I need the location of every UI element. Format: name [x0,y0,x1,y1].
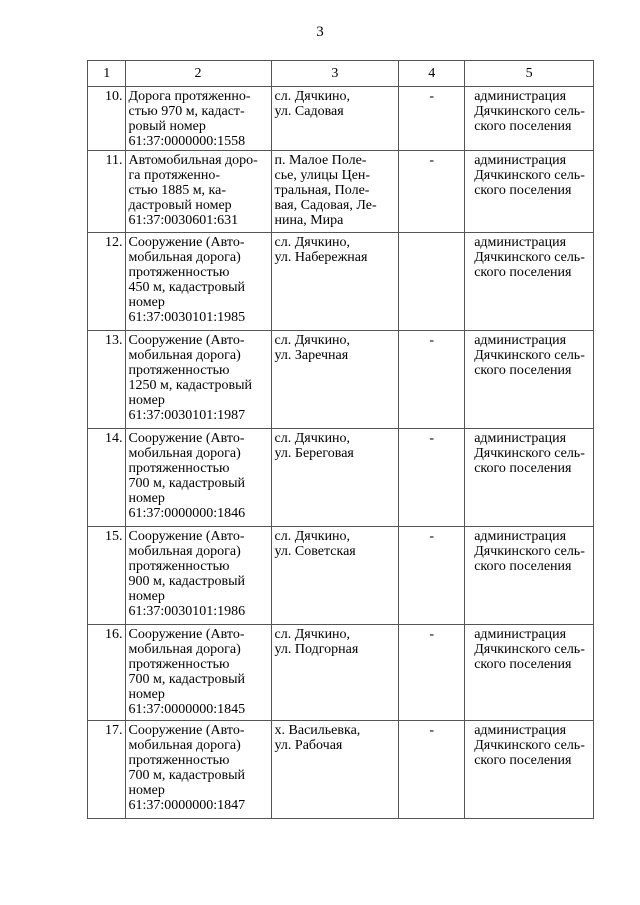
object-description: Дорога протяженно- стью 970 м, кадаст- ровый номер 61:37:0000000:1558 [128,89,251,149]
object-description: Сооружение (Авто- мобильная дорога) протяженностью 700 м, кадастровый номер 61:37:0000000:1846 [128,431,246,521]
object-owner: администрация Дячкинского сель- ского поселения [474,235,585,280]
table-row [88,151,594,233]
table-row [88,625,594,721]
row-number: 16. [88,625,126,721]
table-row [88,331,594,429]
header-col-5: 5 [465,61,594,87]
object-location: сл. Дячкино, ул. Подгорная [274,627,359,657]
table-row [88,87,594,151]
object-owner: администрация Дячкинского сель- ского поселения [474,627,585,672]
object-owner: администрация Дячкинского сель- ского поселения [474,529,585,574]
property-table [87,60,594,819]
header-col-3: 3 [271,61,399,87]
col4-value: - [399,429,465,527]
row-number: 17. [88,721,126,819]
table-row [88,233,594,331]
col4-value: - [399,87,465,151]
object-location: п. Малое Поле- сье, улицы Цен- тральная, Поле- вая, Садовая, Ле- нина, Мира [274,153,377,228]
row-number: 15. [88,527,126,625]
row-number: 14. [88,429,126,527]
col4-value [399,233,465,331]
object-description: Сооружение (Авто- мобильная дорога) протяженностью 900 м, кадастровый номер 61:37:0030101:1986 [128,529,246,619]
object-description: Сооружение (Авто- мобильная дорога) протяженностью 700 м, кадастровый номер 61:37:0000000:1847 [128,723,246,813]
header-col-4: 4 [399,61,465,87]
object-description: Сооружение (Авто- мобильная дорога) протяженностью 700 м, кадастровый номер 61:37:0000000:1845 [128,627,246,717]
object-location: сл. Дячкино, ул. Заречная [274,333,351,363]
page-number: 3 [316,24,324,40]
object-description: Сооружение (Авто- мобильная дорога) протяженностью 1250 м, кадастровый номер 61:37:0030101:1987 [128,333,253,423]
col4-value: - [399,721,465,819]
object-location: х. Васильевка, ул. Рабочая [274,723,361,753]
row-number: 11. [88,151,126,233]
object-owner: администрация Дячкинского сель- ского поселения [474,333,585,378]
header-col-1: 1 [88,61,126,87]
object-owner: администрация Дячкинского сель- ского поселения [474,89,585,134]
object-owner: администрация Дячкинского сель- ского поселения [474,431,585,476]
table-row [88,721,594,819]
col4-value: - [399,625,465,721]
header-col-2: 2 [125,61,271,87]
row-number: 13. [88,331,126,429]
col4-value: - [399,151,465,233]
object-owner: администрация Дячкинского сель- ского поселения [474,153,585,198]
col4-value: - [399,527,465,625]
object-description: Сооружение (Авто- мобильная дорога) протяженностью 450 м, кадастровый номер 61:37:0030101:1985 [128,235,246,325]
object-location: сл. Дячкино, ул. Садовая [274,89,351,119]
object-description: Автомобильная доро- га протяженно- стью 1885 м, ка- дастровый номер 61:37:0030601:631 [128,153,258,228]
row-number: 10. [88,87,126,151]
object-location: сл. Дячкино, ул. Береговая [274,431,354,461]
row-number: 12. [88,233,126,331]
col4-value: - [399,331,465,429]
object-location: сл. Дячкино, ул. Набережная [274,235,368,265]
table-row [88,429,594,527]
table-header-row [88,61,594,87]
table-row [88,527,594,625]
object-owner: администрация Дячкинского сель- ского поселения [474,723,585,768]
object-location: сл. Дячкино, ул. Советская [274,529,356,559]
